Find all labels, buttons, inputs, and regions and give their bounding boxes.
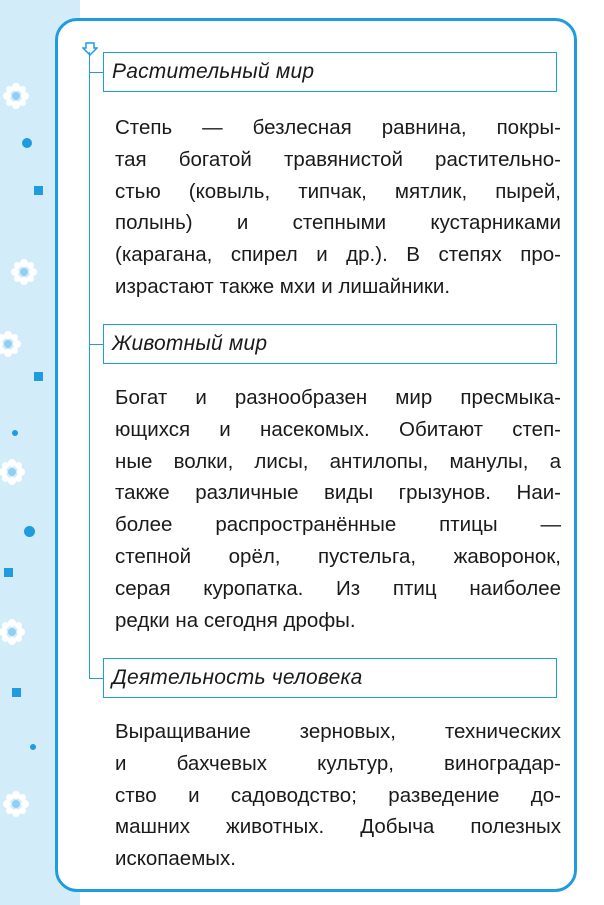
section-text-plants: [115, 112, 561, 303]
dot-icon: [22, 138, 32, 148]
flower-icon: [0, 458, 26, 486]
text-line: ющихся и насекомых. Обитают степ-: [115, 417, 561, 441]
text-line: ископаемых.: [115, 847, 236, 871]
flower-icon: [0, 330, 22, 358]
section-text-animals: [115, 382, 561, 636]
text-line: Богат и разнообразен мир пресмыка-: [115, 386, 561, 409]
text-line: полынь) и степными кустарниками: [115, 211, 561, 235]
dot-icon: [30, 744, 36, 750]
flower-icon: [10, 258, 38, 286]
text-line: Степь — безлесная равнина, покры-: [115, 116, 561, 139]
text-line: Выращивание зерновых, технических: [115, 720, 561, 743]
dot-icon: [12, 430, 18, 436]
down-arrow-icon: [82, 42, 98, 56]
tree-connector-line: [89, 52, 90, 678]
text-line: и бахчевых культур, виноградар-: [115, 751, 561, 775]
text-line: редки на сегодня дрофы.: [115, 608, 356, 632]
text-line: (карагана, спирел и др.). В степях про-: [115, 243, 561, 267]
square-icon: [34, 372, 43, 381]
section-heading-plants: Растительный мир: [103, 52, 557, 92]
text-line: более распространённые птицы —: [115, 513, 561, 537]
section-heading-animals: Животный мир: [103, 324, 557, 364]
text-line: машних животных. Добыча полезных: [115, 815, 561, 839]
square-icon: [12, 688, 21, 697]
text-line: стью (ковыль, типчак, мятлик, пырей,: [115, 179, 561, 203]
text-line: степной орёл, пустельга, жаворонок,: [115, 544, 561, 568]
section-heading-human-activity: Деятельность человека: [103, 658, 557, 698]
section-text-human-activity: [115, 716, 561, 875]
text-line: серая куропатка. Из птиц наиболее: [115, 576, 561, 600]
square-icon: [34, 186, 43, 195]
text-line: также различные виды грызунов. Наи-: [115, 481, 561, 505]
square-icon: [4, 568, 13, 577]
flower-icon: [0, 618, 26, 646]
flower-icon: [2, 790, 30, 818]
flower-icon: [2, 82, 30, 110]
text-line: ство и садоводство; разведение до-: [115, 783, 561, 807]
text-line: израстают также мхи и лишайники.: [115, 274, 451, 298]
dot-icon: [24, 526, 35, 537]
text-line: тая богатой травянистой растительно-: [115, 147, 561, 171]
text-line: ные волки, лисы, антилопы, манулы, а: [115, 449, 561, 473]
